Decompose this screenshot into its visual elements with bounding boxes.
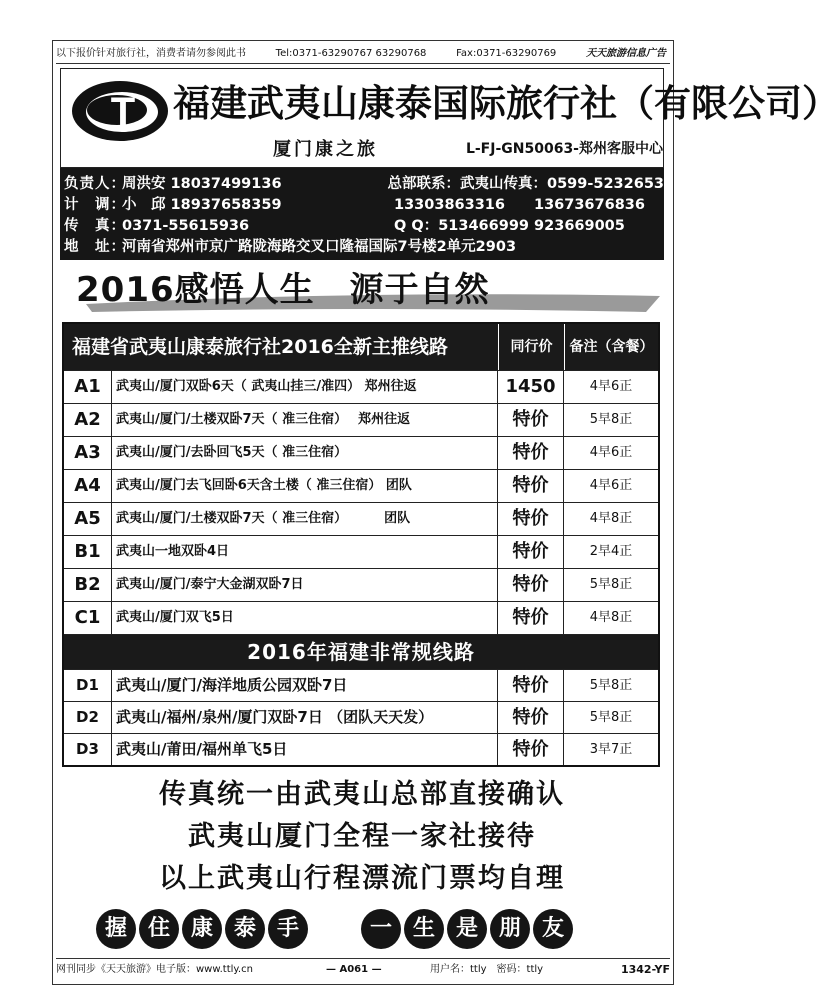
contact-label-2: Q Q： [394,218,439,234]
contact-value: 0371-55615936 [122,218,250,234]
route-description: 武夷山/福州/泉州/厦门双卧7日 （团队天天发） [112,702,498,733]
circle-char: 握 [96,909,136,949]
route-code: C1 [64,602,112,634]
table-row [64,601,658,634]
circle-char: 手 [268,909,308,949]
route-description: 武夷山/厦门双卧6天（ 武夷山挂三/准四） 郑州往返 [112,371,498,403]
route-note: 5早8正 [589,412,633,427]
disclaimer-text: 以下报价针对旅行社，消费者请勿参阅此书 [56,48,246,59]
license-number: L-FJ-GN50063-郑州客服中心 [465,141,663,157]
footer-slogan: 传真统一由武夷山总部直接确认 [159,779,565,810]
route-description: 武夷山/莆田/福州单飞5日 [112,734,498,765]
route-note: 5早8正 [589,710,633,725]
section-header-special-routes: 2016年福建非常规线路 [64,634,658,669]
contact-row [64,216,664,237]
route-price: 特价 [498,569,564,601]
route-price: 特价 [498,404,564,436]
bottom-bar [56,958,670,980]
contact-label: 地 址： [64,239,126,255]
circle-char: 友 [533,909,573,949]
route-note: 3早7正 [589,742,633,757]
route-note: 5早8正 [589,577,633,592]
fax-text: Fax:0371-63290769 [456,48,557,59]
table-row [64,733,658,765]
route-code: D2 [64,702,112,733]
company-name: 福建武夷山康泰国际旅行社（有限公司） [173,82,839,125]
top-notice [56,44,670,64]
issue-code: 1342-YF [620,962,670,976]
routes-table [62,322,660,767]
route-description: 武夷山/厦门/海洋地质公园双卧7日 [112,670,498,701]
table-row [64,535,658,568]
contact-value: 周洪安 18037499136 [122,176,282,192]
table-row [64,568,658,601]
route-code: B2 [64,569,112,601]
column-header-note: 备注（含餐） [564,324,658,370]
route-code: A4 [64,470,112,502]
subtitle-row [173,135,663,161]
footer-slogan: 武夷山厦门全程一家社接待 [188,821,536,852]
slogan-text: 2016感悟人生 源于自然 [76,270,490,310]
route-code: A5 [64,503,112,535]
route-note: 5早8正 [589,678,633,693]
route-description: 武夷山/厦门双飞5日 [112,602,498,634]
circle-char: 朋 [490,909,530,949]
route-code: A1 [64,371,112,403]
circle-char: 泰 [225,909,265,949]
circle-char: 是 [447,909,487,949]
route-note: 4早8正 [589,610,633,625]
contact-value-2: 13303863316 13673676836 [394,197,645,213]
footer-slogan: 以上武夷山行程漂流门票均自理 [159,863,565,894]
circle-char: 康 [182,909,222,949]
route-price: 特价 [498,670,564,701]
route-price: 特价 [498,503,564,535]
website-text: 网刊同步《天天旅游》电子版：www.ttly.cn [56,963,253,975]
contact-value-2: 武夷山传真：0599-5232653 [460,176,664,192]
route-code: D3 [64,734,112,765]
footer-slogans [60,774,664,900]
route-code: D1 [64,670,112,701]
route-price: 特价 [498,602,564,634]
page-number: — A061 — [326,963,382,975]
logo-ring-icon [69,77,171,145]
table-row [64,403,658,436]
table-row [64,669,658,701]
route-code: B1 [64,536,112,568]
route-price: 特价 [498,702,564,733]
route-price: 特价 [498,470,564,502]
route-note: 4早6正 [589,379,633,394]
table-title: 福建省武夷山康泰旅行社2016全新主推线路 [72,336,448,358]
brand-name: 厦门康之旅 [273,139,378,160]
slogan-banner [66,266,660,316]
circle-char: 住 [139,909,179,949]
company-header [60,68,839,168]
route-note: 4早6正 [589,478,633,493]
contact-label-2: 总部联系： [387,176,460,192]
route-note: 4早8正 [589,511,633,526]
route-note: 4早6正 [589,445,633,460]
contact-label: 负责人： [64,176,126,192]
contact-row [64,195,664,216]
login-text: 用户名：ttly 密码：ttly [430,963,544,975]
contact-row [64,174,664,195]
contact-label: 传 真： [64,218,126,234]
route-price: 特价 [498,734,564,765]
circle-char: 一 [361,909,401,949]
route-note: 2早4正 [589,544,633,559]
route-price: 特价 [498,437,564,469]
contact-value-2: 513466999 923669005 [438,218,625,234]
route-description: 武夷山/厦门/土楼双卧7天（ 准三住宿） 郑州往返 [112,404,498,436]
table-row [64,370,658,403]
route-description: 武夷山/厦门去飞回卧6天含土楼（ 准三住宿） 团队 [112,470,498,502]
contact-info [60,168,664,260]
table-header [64,324,658,370]
ad-tag: 天天旅游信息广告 [585,48,666,59]
circle-slogan [96,907,626,951]
route-description: 武夷山/厦门/去卧回飞5天（ 准三住宿） [112,437,498,469]
route-price: 1450 [498,371,564,403]
logo-letter: T [110,90,136,134]
tel-text: Tel:0371-63290767 63290768 [275,48,427,59]
column-header-price: 同行价 [498,324,564,370]
contact-value: 小 邱 18937658359 [122,197,282,213]
route-code: A2 [64,404,112,436]
contact-row [64,237,664,258]
route-description: 武夷山/厦门/土楼双卧7天（ 准三住宿） 团队 [112,503,498,535]
table-row [64,502,658,535]
table-row [64,436,658,469]
route-description: 武夷山/厦门/泰宁大金湖双卧7日 [112,569,498,601]
route-code: A3 [64,437,112,469]
route-price: 特价 [498,536,564,568]
table-row [64,469,658,502]
contact-value: 河南省郑州市京广路陇海路交叉口隆福国际7号楼2单元2903 [122,239,517,255]
contact-label: 计 调： [64,197,126,213]
table-row [64,701,658,733]
company-logo [69,77,171,145]
circle-char: 生 [404,909,444,949]
route-description: 武夷山一地双卧4日 [112,536,498,568]
